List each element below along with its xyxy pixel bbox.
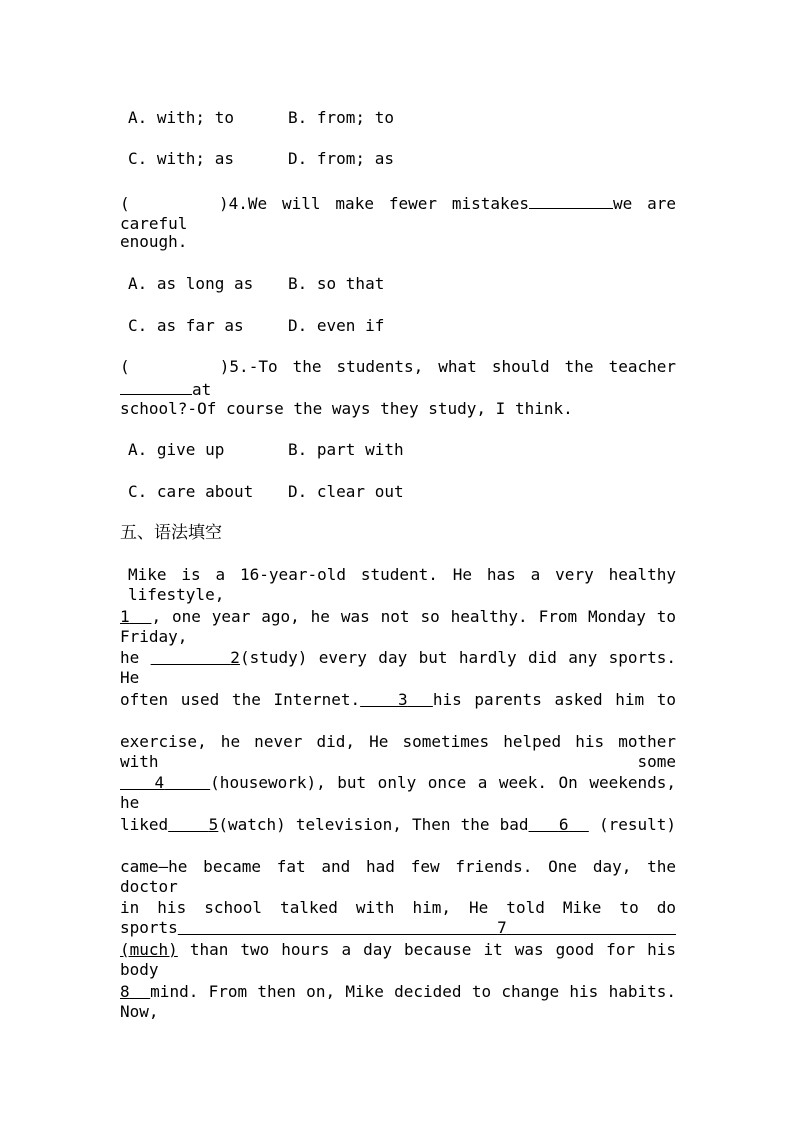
passage-line-9-text: in his school talked with him, He told Mike to do sports — [120, 898, 676, 937]
q5-blank — [120, 377, 192, 395]
blank-5-hint: (watch) — [218, 815, 286, 834]
passage-line-10-text: than two hours a day because it was good for his body — [120, 940, 676, 979]
passage-line-9 — [120, 898, 676, 937]
passage-line-7-text: television, Then the bad — [295, 815, 529, 834]
passage-line-11 — [120, 982, 677, 1021]
q5-stem — [120, 357, 676, 399]
passage-line-5: exercise, he never did, He sometimes helped his mother with some — [120, 732, 676, 771]
passage-line-6-text: but only once a week. On weekends, he — [120, 773, 677, 812]
q4-stem-start: 4.We will make fewer mistakes — [228, 194, 529, 213]
q4-options-row-1 — [128, 274, 684, 296]
passage-line-1: Mike is a 16-year-old student. He has a very healthy lifestyle, — [128, 565, 676, 604]
q5-stem-cont: school?-Of course the ways they study, I think. — [120, 399, 573, 418]
q5-options-row-1 — [128, 440, 684, 462]
q3-option-a: A. with; to — [128, 108, 234, 127]
q4-stem-cont: enough. — [120, 232, 188, 251]
blank-6-hint: (result) — [598, 815, 676, 834]
passage-line-10 — [120, 940, 676, 979]
blank-8: 8 — [120, 982, 130, 1001]
q4-stem-end: we are careful — [120, 194, 677, 233]
passage-line-2 — [120, 607, 676, 646]
passage-line-2-text: , one year ago, he was not so healthy. From Monday to Friday, — [120, 607, 676, 646]
passage-line-7-start: liked — [120, 815, 169, 834]
q4-options-row-2 — [128, 316, 684, 338]
q4-option-b: B. so that — [288, 274, 385, 293]
q3-option-b: B. from; to — [288, 108, 394, 127]
passage-line-11-text: mind. From then on, Mike decided to change his habits. Now, — [120, 982, 677, 1021]
q5-options-row-2 — [128, 482, 684, 504]
passage-line-3 — [120, 648, 677, 687]
q4-stem — [120, 191, 677, 233]
q5-option-d: D. clear out — [288, 482, 404, 501]
blank-6: 6 — [558, 815, 569, 834]
q4-blank — [529, 191, 613, 209]
passage-line-6 — [120, 773, 677, 812]
passage-line-4 — [120, 690, 676, 712]
q3-option-d: D. from; as — [288, 149, 394, 168]
q5-answer-paren: ( ) — [120, 357, 230, 376]
q5-option-c: C. care about — [128, 482, 254, 501]
q4-option-c: C. as far as — [128, 316, 244, 335]
passage-line-3-text: every day but hardly did any sports. He — [120, 648, 677, 687]
passage-line-4-start: often used the Internet. — [120, 690, 361, 709]
q5-stem-start: 5.-To the students, what should the teacher — [229, 357, 676, 376]
blank-5: 5 — [208, 815, 219, 834]
blank-2: 2 — [230, 648, 240, 667]
blank-4: 4 — [154, 773, 165, 792]
passage-line-8: came—he became fat and had few friends. One day, the doctor — [120, 857, 676, 896]
q5-option-a: A. give up — [128, 440, 225, 459]
blank-2-hint: (study) — [239, 648, 308, 667]
q3-option-c: C. with; as — [128, 149, 234, 168]
passage-line-7 — [120, 815, 676, 837]
q5-option-b: B. part with — [288, 440, 404, 459]
q3-options-row-2 — [128, 149, 684, 171]
passage-line-4-text: his parents asked him to — [432, 690, 676, 709]
q5-stem-end: at — [192, 380, 212, 399]
blank-7: 7 — [497, 918, 507, 937]
passage-line-3-start: he — [120, 648, 140, 667]
blank-7-hint: (much) — [120, 940, 178, 959]
section-title: 五、语法填空 — [120, 523, 222, 543]
q3-options-row-1 — [128, 108, 684, 130]
blank-3: 3 — [398, 690, 408, 709]
q4-option-d: D. even if — [288, 316, 385, 335]
q4-option-a: A. as long as — [128, 274, 254, 293]
blank-4-hint: (housework), — [210, 773, 326, 792]
q4-answer-paren: ( ) — [120, 194, 229, 213]
blank-1: 1 — [120, 607, 130, 626]
